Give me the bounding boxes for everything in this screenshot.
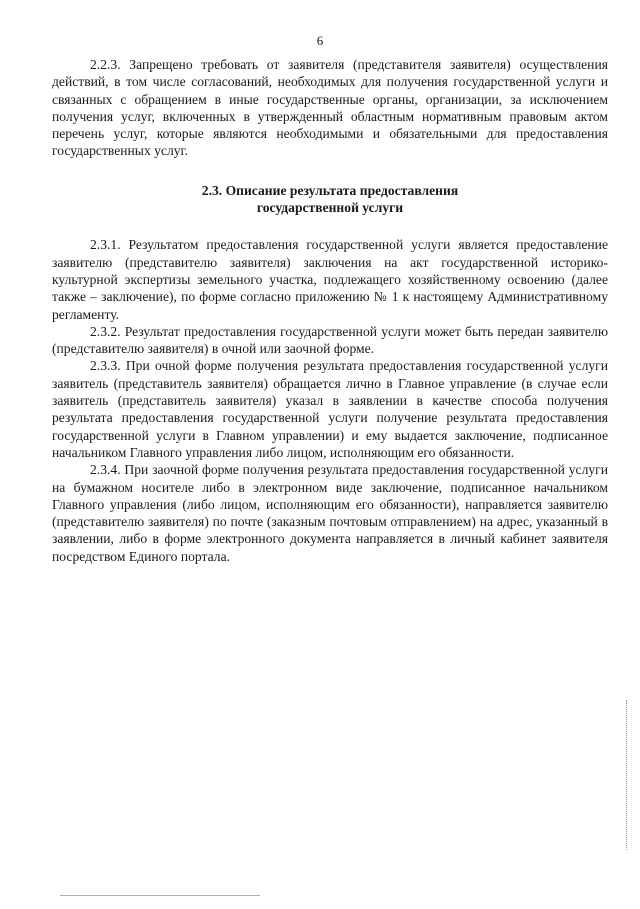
paragraph-2-3-4: 2.3.4. При заочной форме получения результата предоставления государственной услуги на бумажном носителе либо в электронном виде заключение, подписанное начальником Главного управления (либо лицом, исполняющим его обязанности), направляется заявителю (представителю заявителя) по почте (заказным почтовым отправлением) на адрес, указанный в заявлении, либо в форме электронного документа направляется в личный кабинет заявителя посредством Единого портала.: [52, 462, 608, 564]
section-heading-line-2: государственной услуги: [256, 200, 404, 216]
section-heading-line-1: 2.3. Описание результата предоставления: [201, 182, 459, 198]
paragraph-2-3-2: 2.3.2. Результат предоставления государственной услуги может быть передан заявителю (представителю заявителя) в очной или заочной форме.: [52, 323, 608, 357]
paragraph-2-2-3: 2.2.3. Запрещено требовать от заявителя (представителя заявителя) осуществления действий, в том числе согласований, необходимых для получения государственной услуги и связанных с обращением в иные государственные органы, организации, за исключением получения услуг, включенных в утвержденный областным нормативным правовым актом перечень услуг, которые являются необходимыми и обязательными для предоставления государственных услуг.: [52, 57, 608, 159]
section-heading-2-3: [52, 182, 608, 217]
scan-bottom-edge: [60, 895, 260, 896]
paragraph-2-3-3: 2.3.3. При очной форме получения результата предоставления государственной услуги заявитель (представитель заявителя) обращается лично в Главное управление (в случае если заявитель (представитель заявителя) указал в заявлении в качестве способа получения результата предоставления государственной услуги получение результата предоставления государственной услуги в Главном управлении) и ему выдается заключение, подписанное начальником Главного управления либо лицом, исполняющим его обязанности.: [52, 358, 608, 460]
page-number: 6: [316, 33, 324, 48]
document-body: [52, 56, 608, 565]
scan-margin-mark: [626, 700, 628, 850]
paragraph-2-3-1: 2.3.1. Результатом предоставления государственной услуги является предоставление заявителю (представителю заявителя) заключения на акт государственной историко-культурной экспертизы земельного участка, подлежащего хозяйственному освоению (далее также – заключение), по форме согласно приложению № 1 к настоящему Административному регламенту.: [52, 237, 608, 322]
